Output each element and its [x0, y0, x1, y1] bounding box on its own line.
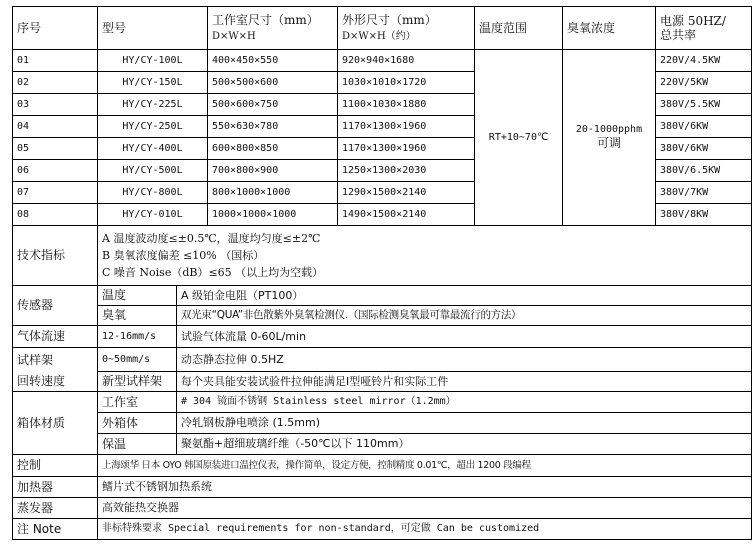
row-power: 220V/4.5KW	[656, 50, 752, 72]
row-chamber: 700×800×900	[208, 160, 338, 182]
rack-new-holder: 新型试样架	[98, 372, 177, 392]
tech-line1: A 温度波动度≤±0.5℃，温度均匀度≤±2℃	[102, 232, 321, 245]
row-seq: 03	[13, 94, 98, 116]
heater-label: 加热器	[13, 477, 98, 498]
header-chamber-size-title: 工作室尺寸（mm）	[212, 13, 319, 28]
heater-row	[13, 477, 752, 498]
sensor-ozone-label: 臭氧	[98, 306, 177, 326]
row-outer: 1100×1030×1880	[338, 94, 475, 116]
gas-row	[13, 326, 752, 348]
rack-speed: 0~50mm/s	[98, 348, 177, 372]
box-row-chamber	[13, 392, 752, 413]
evaporator-label: 蒸发器	[13, 498, 98, 519]
table-row	[13, 50, 752, 72]
row-seq: 06	[13, 160, 98, 182]
rack-label-1: 试样架	[13, 348, 98, 372]
tech-values	[98, 226, 752, 286]
row-chamber: 500×600×750	[208, 94, 338, 116]
row-seq: 04	[13, 116, 98, 138]
header-temp-range: 温度范围	[475, 7, 563, 50]
row-power: 380V/6KW	[656, 116, 752, 138]
row-chamber: 400×450×550	[208, 50, 338, 72]
tech-row	[13, 226, 752, 286]
row-outer: 1250×1300×2030	[338, 160, 475, 182]
gas-flow: 试验气体流量 0-60L/min	[177, 326, 752, 348]
control-value: 上海颂华 日本 OYO 韩国原装进口温控仪表，操作简单，设定方便，控制精度 0.01℃，超出 1200 段编程	[98, 455, 752, 477]
row-outer: 1290×1500×2140	[338, 182, 475, 204]
tech-line3: C 噪音 Noise（dB）≤65 （以上均为空载）	[102, 266, 324, 279]
tech-line2: B 臭氧浓度偏差 ≤10% （国标）	[102, 249, 265, 262]
control-label: 控制	[13, 455, 98, 477]
header-power-line2: 总共率	[660, 28, 697, 42]
box-row-outer	[13, 413, 752, 434]
note-row	[13, 519, 752, 540]
rack-stretch: 动态静态拉伸 0.5HZ	[177, 348, 752, 372]
row-power: 380V/6.5KW	[656, 160, 752, 182]
header-model: 型号	[98, 7, 208, 50]
box-row-insulation	[13, 434, 752, 455]
sensor-label: 传感器	[13, 286, 98, 326]
box-insulation-value: 聚氨酯+超细玻璃纤维（-50℃以下 110mm）	[177, 434, 752, 455]
row-model: HY/CY-150L	[98, 72, 208, 94]
row-model: HY/CY-225L	[98, 94, 208, 116]
rack-label-2: 回转速度	[13, 372, 98, 392]
box-insulation-label: 保温	[98, 434, 177, 455]
sensor-row-ozone	[13, 306, 752, 326]
header-chamber-size-sub: D×W×H	[212, 30, 256, 42]
header-outer-size-sub: D×W×H（约）	[342, 30, 416, 42]
row-power: 380V/8KW	[656, 204, 752, 226]
row-chamber: 550×630×780	[208, 116, 338, 138]
rack-holder-desc: 每个夹具能安装试验件拉伸能满足Ⅰ型哑铃片和实际工件	[177, 372, 752, 392]
rack-row-1	[13, 348, 752, 372]
row-power: 380V/5.5KW	[656, 94, 752, 116]
control-row	[13, 455, 752, 477]
row-outer: 920×940×1680	[338, 50, 475, 72]
row-power: 380V/7KW	[656, 182, 752, 204]
spec-table	[12, 6, 752, 540]
row-power: 380V/6KW	[656, 138, 752, 160]
row-seq: 02	[13, 72, 98, 94]
row-seq: 07	[13, 182, 98, 204]
sensor-row-temp	[13, 286, 752, 306]
box-outer-label: 外箱体	[98, 413, 177, 434]
sensor-temp-label: 温度	[98, 286, 177, 306]
row-seq: 01	[13, 50, 98, 72]
row-model: HY/CY-250L	[98, 116, 208, 138]
row-seq: 08	[13, 204, 98, 226]
row-outer: 1030×1010×1720	[338, 72, 475, 94]
gas-label: 气体流速	[13, 326, 98, 348]
sensor-ozone-value: 双光束“QUA”非色散紫外臭氧检测仪.（国际检测臭氧最可靠最流行的方法）	[177, 306, 752, 326]
header-ozone: 臭氧浓度	[563, 7, 656, 50]
header-row	[13, 7, 752, 50]
heater-value: 鳍片式不锈钢加热系统	[98, 477, 752, 498]
box-label: 箱体材质	[13, 392, 98, 455]
evaporator-value: 高效能热交换器	[98, 498, 752, 519]
tech-label: 技术指标	[13, 226, 98, 286]
row-chamber: 1000×1000×1000	[208, 204, 338, 226]
note-label: 注 Note	[13, 519, 98, 540]
ozone-value-line2: 可调	[596, 136, 621, 150]
temp-range-value: RT+10~70℃	[475, 50, 563, 226]
header-outer-size-title: 外形尺寸（mm）	[342, 13, 437, 28]
header-outer-size	[338, 7, 475, 50]
row-outer: 1170×1300×1960	[338, 138, 475, 160]
row-model: HY/CY-400L	[98, 138, 208, 160]
row-model: HY/CY-010L	[98, 204, 208, 226]
row-outer: 1490×1500×2140	[338, 204, 475, 226]
row-model: HY/CY-500L	[98, 160, 208, 182]
gas-speed: 12-16mm/s	[98, 326, 177, 348]
row-seq: 05	[13, 138, 98, 160]
sensor-temp-value: A 级铂金电阻（PT100）	[177, 286, 752, 306]
evaporator-row	[13, 498, 752, 519]
header-power-line1: 电源 50HZ/	[660, 13, 726, 28]
row-model: HY/CY-100L	[98, 50, 208, 72]
ozone-value	[563, 50, 656, 226]
box-chamber-label: 工作室	[98, 392, 177, 413]
header-power	[656, 7, 752, 50]
row-outer: 1170×1300×1960	[338, 116, 475, 138]
row-chamber: 500×500×600	[208, 72, 338, 94]
row-power: 220V/5KW	[656, 72, 752, 94]
ozone-value-line1: 20-1000pphm	[575, 124, 643, 135]
row-chamber: 600×800×850	[208, 138, 338, 160]
rack-row-2	[13, 372, 752, 392]
header-seq: 序号	[13, 7, 98, 50]
note-value: 非标特殊要求 Special requirements for non-standard，可定做 Can be customized	[98, 519, 752, 540]
header-chamber-size	[208, 7, 338, 50]
box-chamber-value: # 304 镜面不锈钢 Stainless steel mirror（1.2mm）	[177, 392, 752, 413]
row-model: HY/CY-800L	[98, 182, 208, 204]
row-chamber: 800×1000×1000	[208, 182, 338, 204]
box-outer-value: 冷轧钢板静电喷涂 (1.5mm)	[177, 413, 752, 434]
